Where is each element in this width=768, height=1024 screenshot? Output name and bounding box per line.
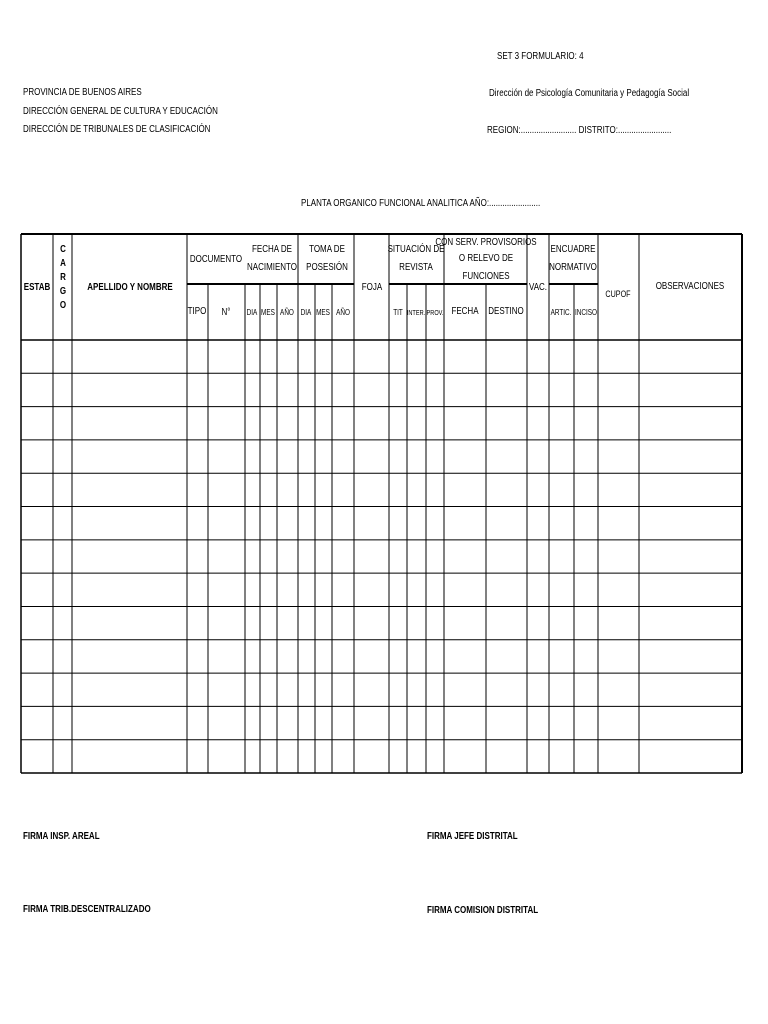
subheader-tit: TIT	[393, 307, 403, 318]
table-grid	[21, 234, 742, 773]
header-situacion: REVISTA	[399, 261, 433, 273]
subheader-inciso: INCISO	[574, 307, 598, 318]
header-cupof: CUPOF	[605, 289, 631, 300]
firma-insp-areal-label: FIRMA INSP. AREAL	[23, 831, 100, 842]
header-apellido: APELLIDO Y NOMBRE	[87, 281, 173, 293]
header-con-serv: CON SERV. PROVISORIOS	[435, 236, 537, 248]
header-vac: VAC.	[528, 281, 548, 293]
header-toma-posesion: POSESIÓN	[306, 261, 348, 273]
header-encuadre: NORMATIVO	[549, 261, 597, 273]
subheader-artic: ARTIC.	[550, 307, 572, 318]
subheader-inter: INTER.	[406, 309, 426, 318]
subheader-anio: AÑO	[280, 307, 294, 318]
table-headers	[24, 236, 725, 317]
header-toma-posesion: TOMA DE	[309, 243, 345, 255]
subheader-anio: AÑO	[336, 307, 350, 318]
header-fecha-nac: NACIMIENTO	[246, 261, 298, 273]
provincia-label: PROVINCIA DE BUENOS AIRES	[23, 87, 142, 98]
header-cargo-letter: A	[60, 257, 66, 269]
header-estab: ESTAB	[23, 281, 51, 293]
subheader-numero: N°	[221, 306, 231, 318]
subheader-destino: DESTINO	[488, 305, 524, 317]
subheader-mes: MES	[316, 307, 330, 318]
direccion-psicologia-label: Dirección de Psicología Comunitaria y Pedagogía Social	[489, 88, 690, 99]
header-con-serv: FUNCIONES	[462, 270, 510, 282]
header-situacion: SITUACIÓN DE	[387, 243, 445, 255]
subheader-mes: MES	[261, 307, 275, 318]
direccion-tribunales-label: DIRECCIÓN DE TRIBUNALES DE CLASIFICACIÓN	[23, 124, 211, 135]
header-encuadre: ENCUADRE	[550, 243, 596, 255]
header-cargo-letter: G	[59, 285, 67, 297]
firma-trib-descentralizado-label: FIRMA TRIB.DESCENTRALIZADO	[23, 904, 151, 915]
direccion-general-label: DIRECCIÓN GENERAL DE CULTURA Y EDUCACIÓN	[23, 106, 218, 117]
header-foja: FOJA	[361, 281, 383, 293]
subheader-dia: DIA	[300, 307, 312, 318]
subheader-fecha: FECHA	[451, 305, 479, 317]
subheader-prov: PROV.	[426, 309, 444, 318]
header-observaciones: OBSERVACIONES	[655, 280, 725, 292]
page-title: PLANTA ORGANICO FUNCIONAL ANALITICA AÑO:.......................	[301, 198, 541, 209]
region-distrito-label: REGION:......................... DISTRITO:........................	[487, 125, 672, 136]
header-fecha-nac: FECHA DE	[252, 243, 292, 255]
header-cargo-letter: C	[60, 243, 66, 255]
header-cargo-letter: O	[59, 299, 67, 311]
header-con-serv: O RELEVO DE	[458, 252, 514, 264]
set-formulario-label: SET 3 FORMULARIO: 4	[497, 51, 584, 62]
firma-comision-distrital-label: FIRMA COMISION DISTRITAL	[427, 905, 539, 916]
subheader-dia: DIA	[246, 307, 258, 318]
subheader-tipo: TIPO	[187, 305, 207, 317]
firma-jefe-distrital-label: FIRMA JEFE DISTRITAL	[427, 831, 518, 842]
header-cargo-letter: R	[60, 271, 66, 283]
header-documento: DOCUMENTO	[189, 253, 243, 265]
